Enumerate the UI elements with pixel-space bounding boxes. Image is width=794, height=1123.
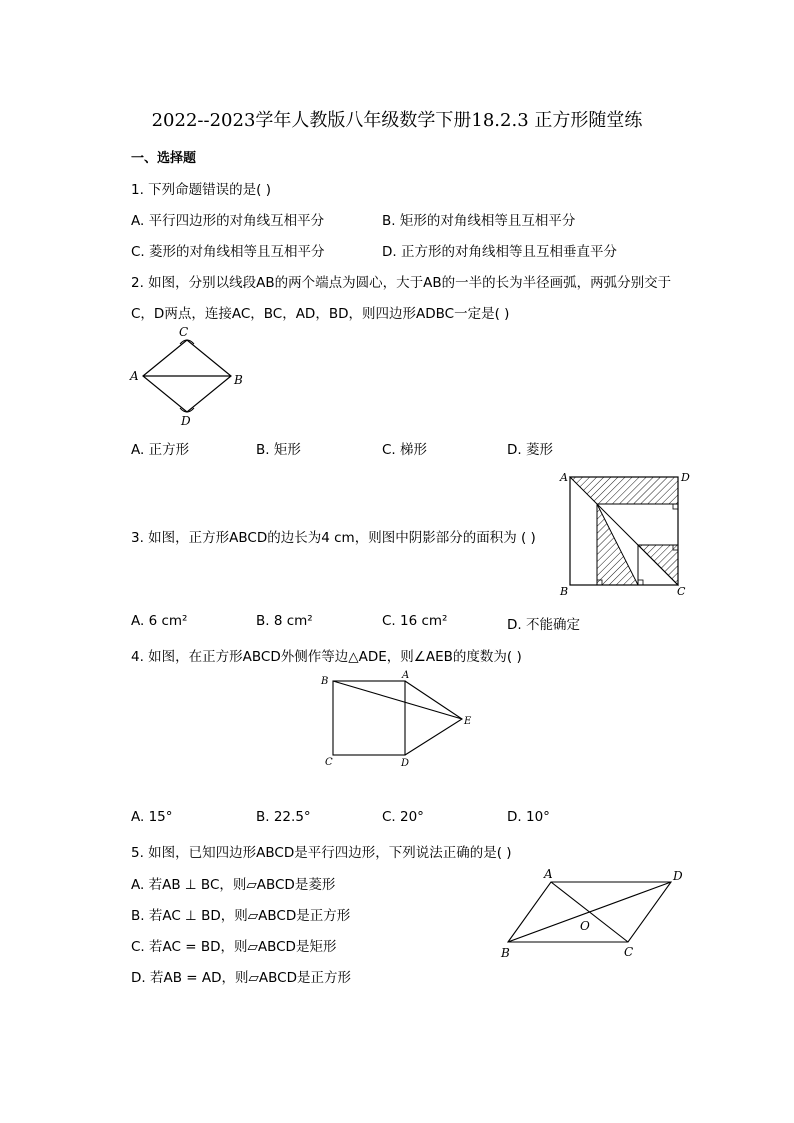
q2-label-b: B — [234, 373, 243, 387]
q5-option-b[interactable]: B. 若AC ⊥ BD，则▱ABCD是正方形 — [131, 908, 351, 924]
q1-option-b[interactable]: B. 矩形的对角线相等且互相平分 — [382, 213, 576, 229]
q2-stem-line2: C，D两点，连接AC，BC，AD，BD，则四边形ADBC一定是( ) — [131, 306, 510, 322]
q5-label-c: C — [624, 945, 634, 959]
q2-option-d[interactable]: D. 菱形 — [507, 442, 553, 458]
q4-label-d: D — [401, 758, 410, 769]
q2-label-c: C — [179, 325, 189, 339]
q4-segment-be — [333, 681, 462, 719]
q5-label-d: D — [673, 869, 683, 883]
q2-label-a: A — [130, 369, 139, 383]
q5-option-a[interactable]: A. 若AB ⊥ BC，则▱ABCD是菱形 — [131, 877, 336, 893]
q5-parallelogram-figure — [495, 862, 695, 962]
q3-option-d[interactable]: D. 不能确定 — [507, 617, 580, 633]
q3-label-a: A — [560, 471, 568, 484]
q4-label-e: E — [464, 716, 472, 727]
q5-label-b: B — [501, 946, 510, 960]
q3-label-b: B — [560, 585, 569, 598]
q3-option-a[interactable]: A. 6 cm² — [131, 613, 188, 629]
q2-option-c[interactable]: C. 梯形 — [382, 442, 428, 458]
q3-shaded-left — [597, 504, 638, 585]
q2-label-d: D — [181, 414, 191, 428]
q1-option-d[interactable]: D. 正方形的对角线相等且互相垂直平分 — [382, 244, 617, 260]
q3-option-b[interactable]: B. 8 cm² — [256, 613, 313, 629]
q4-label-a: A — [402, 670, 410, 681]
q2-rhombus-figure — [125, 322, 255, 430]
q3-square-figure — [556, 468, 696, 600]
q1-option-c[interactable]: C. 菱形的对角线相等且互相平分 — [131, 244, 325, 260]
page-title: 2022--2023学年人教版八年级数学下册18.2.3 正方形随堂练 — [151, 110, 643, 131]
q2-option-b[interactable]: B. 矩形 — [256, 442, 301, 458]
q5-option-c[interactable]: C. 若AC = BD，则▱ABCD是矩形 — [131, 939, 337, 955]
q3-stem: 3. 如图，正方形ABCD的边长为4 cm，则图中阴影部分的面积为 ( ) — [131, 530, 536, 546]
q3-label-c: C — [677, 585, 686, 598]
section-heading: 一、选择题 — [131, 151, 197, 166]
q2-stem-line1: 2. 如图，分别以线段AB的两个端点为圆心，大于AB的一半的长为半径画弧，两弧分别交于 — [131, 275, 672, 291]
q4-option-c[interactable]: C. 20° — [382, 809, 424, 825]
q4-option-d[interactable]: D. 10° — [507, 809, 550, 825]
q2-option-a[interactable]: A. 正方形 — [131, 442, 190, 458]
q4-triangle-outline — [405, 681, 462, 755]
q3-shaded-top — [570, 477, 678, 504]
q5-diagonal-bd — [508, 882, 671, 942]
q5-label-o: O — [580, 919, 590, 933]
q4-square-triangle-figure — [315, 668, 485, 772]
q3-option-c[interactable]: C. 16 cm² — [382, 613, 448, 629]
q3-right-angle-mark — [673, 504, 678, 509]
q4-label-b: B — [321, 676, 329, 687]
q1-option-a[interactable]: A. 平行四边形的对角线互相平分 — [131, 213, 325, 229]
q5-stem: 5. 如图，已知四边形ABCD是平行四边形，下列说法正确的是( ) — [131, 845, 512, 861]
q5-label-a: A — [544, 867, 553, 881]
q4-option-a[interactable]: A. 15° — [131, 809, 173, 825]
q4-label-c: C — [325, 757, 333, 768]
q1-stem: 1. 下列命题错误的是( ) — [131, 182, 271, 198]
q5-option-d[interactable]: D. 若AB = AD，则▱ABCD是正方形 — [131, 970, 351, 986]
q3-label-d: D — [681, 471, 690, 484]
q4-option-b[interactable]: B. 22.5° — [256, 809, 311, 825]
q4-stem: 4. 如图，在正方形ABCD外侧作等边△ADE，则∠AEB的度数为( ) — [131, 649, 522, 665]
